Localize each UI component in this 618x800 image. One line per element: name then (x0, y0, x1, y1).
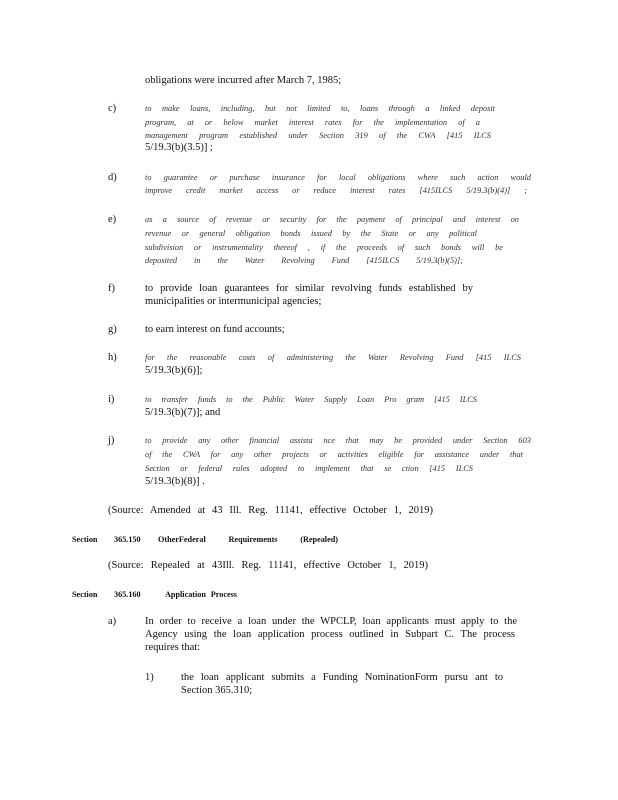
item-h-marker: h) (108, 352, 117, 363)
item-e-line-1: as a source of revenue or security for the payment of principal and interest on (145, 215, 519, 224)
section-150-label: Section (72, 535, 98, 544)
item-i-line-1: to transfer funds to the Public Water Supply Loan Pro gram [415 ILCS (145, 395, 477, 404)
item-i-marker: i) (108, 394, 115, 405)
item-e-line-3: subdivision or instrumentality thereof , if the proceeds of such bonds will be (145, 243, 503, 252)
item-c-line-3: management program established under Section 319 of the CWA [415 ILCS (145, 131, 491, 140)
item-a-line-1: In order to receive a loan under the WPCLP, loan applicants must apply to the (145, 616, 517, 627)
item-c-line-2: program, at or below market interest rates for the implementation of a (145, 118, 480, 127)
item-c-line-1: to make loans, including, but not limited to, loans through a linked deposit (145, 104, 495, 113)
item-j-marker: j) (108, 435, 115, 446)
item-e-line-4: deposited in the Water Revolving Fund [415ILCS 5/19.3(b)(5)]; (145, 256, 463, 265)
item-f-line-2: municipalities or intermunicipal agencies; (145, 296, 322, 307)
item-f-marker: f) (108, 283, 115, 294)
item-i-line-2: 5/19.3(b)(7)]; and (145, 407, 221, 418)
item-1-line-1: the loan applicant submits a Funding NominationForm pursu ant to (181, 672, 503, 683)
intro-line: obligations were incurred after March 7, 1985; (145, 75, 342, 86)
item-a-line-3: requires that: (145, 642, 201, 653)
source-note-1: (Source: Amended at 43 Ill. Reg. 11141, effective October 1, 2019) (108, 505, 433, 516)
item-f-line-1: to provide loan guarantees for similar revolving funds established by (145, 283, 473, 294)
item-e-marker: e) (108, 214, 117, 225)
item-g-marker: g) (108, 324, 117, 335)
item-a-line-2: Agency using the loan application process outlined in Subpart C. The process (145, 629, 515, 640)
item-1-marker: 1) (145, 672, 154, 683)
item-d-line-1: to guarantee or purchase insurance for local obligations where such action would (145, 173, 531, 182)
item-h-line-2: 5/19.3(b)(6)]; (145, 365, 203, 376)
item-g-line-1: to earn interest on fund accounts; (145, 324, 285, 335)
section-160-label: Section (72, 590, 98, 599)
item-c-marker: c) (108, 103, 117, 114)
item-c-line-4: 5/19.3(b)(3.5)] ; (145, 142, 213, 153)
section-150-title: OtherFederal Requirements (Repealed) (158, 535, 338, 544)
item-d-line-2: improve credit market access or reduce interest rates [415ILCS 5/19.3(b)(4)] ; (145, 186, 527, 195)
item-e-line-2: revenue or general obligation bonds issued by the State or any political (145, 229, 477, 238)
section-150-number: 365.150 (114, 535, 141, 544)
section-160-title: Application Process (165, 590, 237, 599)
item-j-line-4: 5/19.3(b)(8)] . (145, 476, 205, 487)
item-d-marker: d) (108, 172, 117, 183)
item-h-line-1: for the reasonable costs of administering the Water Revolving Fund [415 ILCS (145, 353, 521, 362)
item-1-line-2: Section 365.310; (181, 685, 253, 696)
section-160-number: 365.160 (114, 590, 141, 599)
item-a-marker: a) (108, 616, 117, 627)
source-note-2: (Source: Repealed at 43Ill. Reg. 11141, effective October 1, 2019) (108, 560, 428, 571)
item-j-line-2: of the CWA for any other projects or activities eligible for assistance under that (145, 450, 523, 459)
item-j-line-3: Section or federal rules adopted to implement that se ction [415 ILCS (145, 464, 473, 473)
item-j-line-1: to provide any other financial assista nce that may be provided under Section 603 (145, 436, 531, 445)
